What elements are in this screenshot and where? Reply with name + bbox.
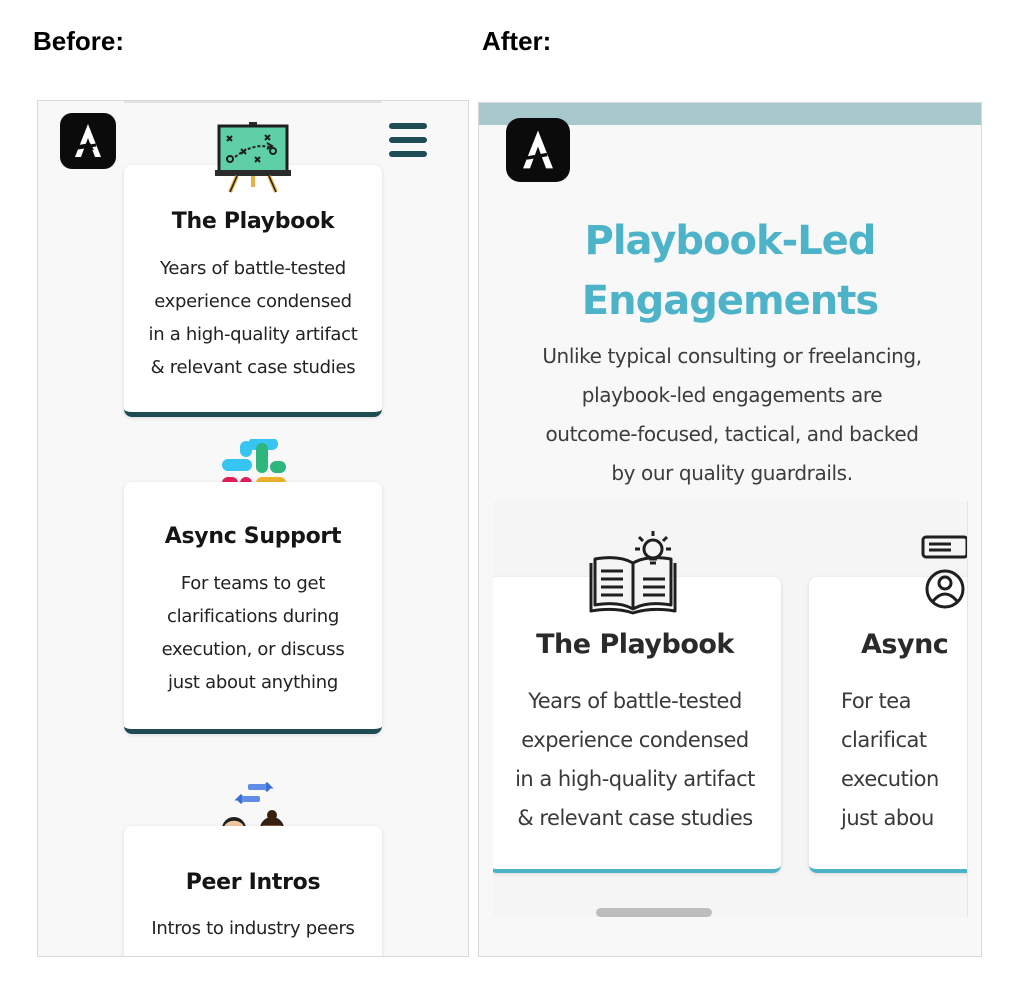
page-title: Playbook-Led Engagements (581, 218, 879, 324)
card-title: Peer Intros (185, 870, 321, 895)
playbook-card (124, 165, 382, 417)
logo-icon (68, 121, 108, 161)
card-title: Async (861, 629, 949, 660)
async-card (809, 577, 968, 873)
before-screenshot (37, 100, 469, 957)
card-title: The Playbook (536, 629, 734, 660)
brand-logo[interactable] (60, 113, 116, 169)
card-top-sliver (124, 101, 382, 103)
card-description: Years of battle-tested experience condensed in a high-quality artifact & relevant case studies (148, 258, 358, 378)
strategy-board-icon (215, 121, 291, 193)
scrollbar-thumb[interactable] (596, 908, 712, 917)
before-label: Before: (33, 26, 125, 56)
intro-paragraph: Unlike typical consulting or freelancing, playbook-led engagements are outcome-focused, tactical, and backed by our quality guardrails. (542, 344, 922, 485)
async-support-card (124, 482, 382, 734)
cards-carousel[interactable] (493, 501, 968, 917)
brand-logo[interactable] (506, 118, 570, 182)
peer-intros-card (124, 826, 382, 957)
playbook-card (493, 577, 781, 873)
open-book-lightbulb-icon (589, 527, 677, 615)
after-label: After: (482, 26, 552, 56)
hamburger-menu-icon[interactable] (389, 123, 427, 157)
card-title: The Playbook (171, 209, 335, 234)
after-screenshot (478, 102, 982, 957)
card-title: Async Support (164, 524, 342, 549)
card-description: Intros to industry peers (151, 918, 355, 939)
chat-person-icon (921, 535, 968, 611)
logo-icon (515, 127, 561, 173)
card-description: For teams to get clarifications during execution, or discuss just about anything (161, 573, 345, 693)
card-description: Years of battle-tested experience condensed in a high-quality artifact & relevant case studies (515, 689, 755, 830)
card-description: For tea clarificat execution just abou (841, 689, 939, 830)
horizontal-scrollbar[interactable] (493, 905, 968, 917)
